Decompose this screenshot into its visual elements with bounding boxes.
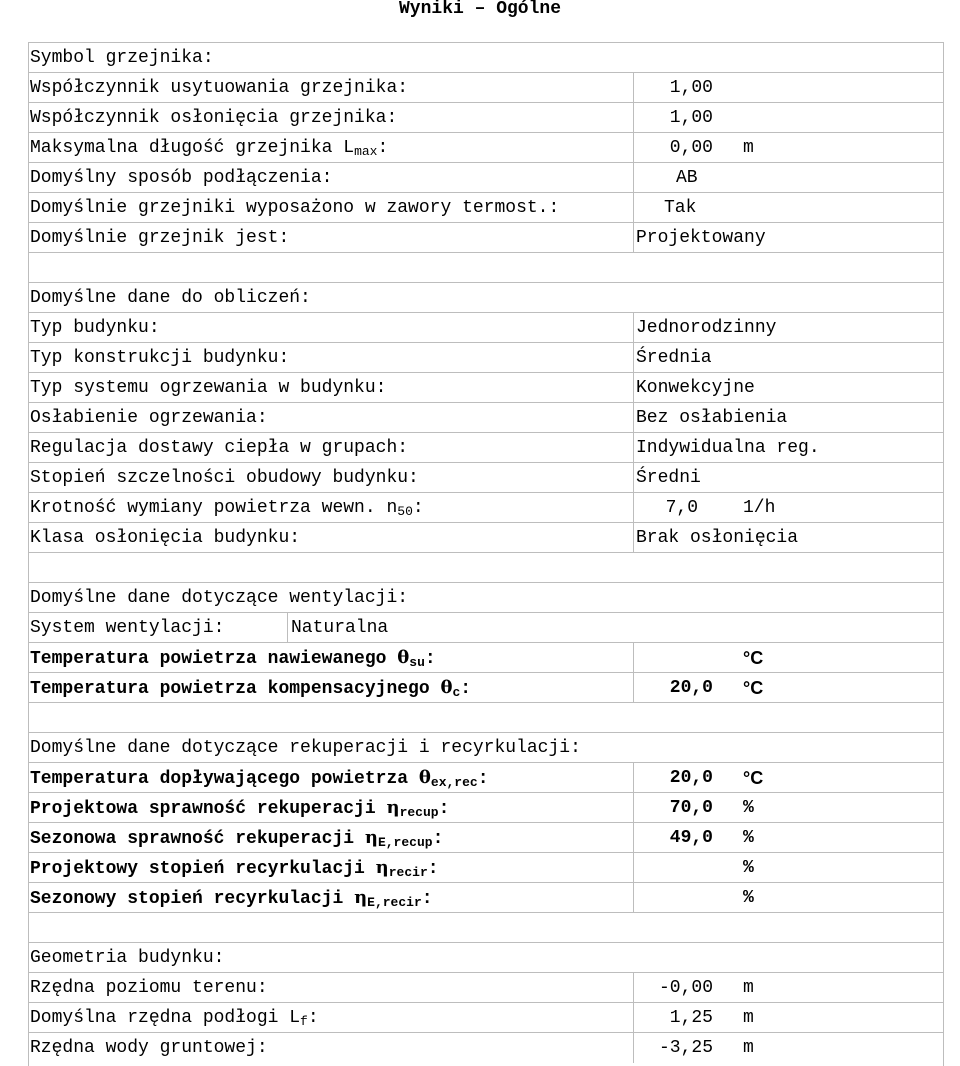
row-wentylacja-header bbox=[28, 582, 943, 612]
row-oslabienie bbox=[28, 402, 943, 432]
unit: 1/h bbox=[743, 498, 776, 518]
row-regulacja bbox=[28, 432, 943, 462]
unit: °C bbox=[743, 768, 764, 788]
label: Typ konstrukcji budynku: bbox=[30, 348, 290, 368]
label: Temperatura dopływającego powietrza $\theta_{ex,rec}$: bbox=[30, 767, 489, 790]
label: Sezonowa sprawność rekuperacji $\eta_{E,recup}$: bbox=[30, 827, 444, 850]
row-nawiew bbox=[28, 642, 943, 672]
divider bbox=[633, 133, 634, 163]
divider bbox=[633, 403, 634, 433]
table-right-border bbox=[943, 42, 944, 1066]
row-system-wentylacji bbox=[28, 612, 943, 642]
section-header: Domyślne dane do obliczeń: bbox=[30, 288, 311, 308]
label: Rzędna poziomu terenu: bbox=[30, 978, 268, 998]
label: Rzędna wody gruntowej: bbox=[30, 1038, 268, 1058]
value: Indywidualna reg. bbox=[636, 438, 820, 458]
value: Konwekcyjne bbox=[636, 378, 755, 398]
row-system-ogrzewania bbox=[28, 372, 943, 402]
label: Regulacja dostawy ciepła w grupach: bbox=[30, 438, 409, 458]
label: Stopień szczelności obudowy budynku: bbox=[30, 468, 419, 488]
divider bbox=[633, 673, 634, 703]
page-title: Wyniki – Ogólne bbox=[398, 0, 562, 19]
value: Bez osłabienia bbox=[636, 408, 788, 428]
row-szczelnosc bbox=[28, 462, 943, 492]
row-krotnosc bbox=[28, 492, 943, 522]
divider bbox=[633, 1033, 634, 1063]
results-table bbox=[28, 42, 943, 1062]
row-proj-sprawnosc bbox=[28, 792, 943, 822]
spacer-row bbox=[28, 702, 943, 732]
value: Średnia bbox=[636, 348, 712, 368]
row-podloga bbox=[28, 1002, 943, 1032]
row-jest bbox=[28, 222, 943, 252]
row-sez-recyrkulacja bbox=[28, 882, 943, 912]
value: Jednorodzinny bbox=[636, 318, 777, 338]
divider bbox=[633, 433, 634, 463]
divider bbox=[633, 973, 634, 1003]
row-kompens bbox=[28, 672, 943, 702]
label: Domyślna rzędna podłogi $L_f$: bbox=[30, 1008, 319, 1029]
value: -3,25 bbox=[658, 1038, 713, 1058]
divider bbox=[633, 853, 634, 883]
label: Domyślny sposób podłączenia: bbox=[30, 168, 333, 188]
label: Domyślnie grzejnik jest: bbox=[30, 228, 290, 248]
row-sez-sprawnosc bbox=[28, 822, 943, 852]
unit: % bbox=[743, 828, 754, 848]
unit: % bbox=[743, 888, 754, 908]
label: System wentylacji: bbox=[30, 618, 225, 638]
divider bbox=[633, 643, 634, 673]
row-zawory bbox=[28, 192, 943, 222]
label: Temperatura powietrza nawiewanego $\theta_{su}$: bbox=[30, 647, 436, 670]
divider bbox=[633, 1003, 634, 1033]
row-woda bbox=[28, 1032, 943, 1062]
divider bbox=[633, 823, 634, 853]
unit: °C bbox=[743, 678, 764, 698]
unit: m bbox=[743, 1008, 754, 1028]
divider bbox=[633, 493, 634, 523]
unit: % bbox=[743, 798, 754, 818]
label: Współczynnik osłonięcia grzejnika: bbox=[30, 108, 398, 128]
label: Klasa osłonięcia budynku: bbox=[30, 528, 301, 548]
value: 1,00 bbox=[669, 108, 713, 128]
divider bbox=[633, 163, 634, 193]
row-usytuowanie bbox=[28, 72, 943, 102]
value: 20,0 bbox=[669, 768, 713, 788]
section-header: Domyślne dane dotyczące rekuperacji i recyrkulacji: bbox=[30, 738, 581, 758]
row-typ-budynku bbox=[28, 312, 943, 342]
divider bbox=[633, 193, 634, 223]
label: Temperatura powietrza kompensacyjnego $\theta_c$: bbox=[30, 677, 472, 700]
label: Symbol grzejnika: bbox=[30, 48, 214, 68]
value: 20,0 bbox=[669, 678, 713, 698]
divider bbox=[633, 523, 634, 553]
row-temp-dop bbox=[28, 762, 943, 792]
row-rekuperacja-header bbox=[28, 732, 943, 762]
unit: m bbox=[743, 138, 754, 158]
label: Współczynnik usytuowania grzejnika: bbox=[30, 78, 409, 98]
unit: m bbox=[743, 1038, 754, 1058]
row-klasa bbox=[28, 522, 943, 552]
unit: % bbox=[743, 858, 754, 878]
table-left-border bbox=[28, 42, 29, 1066]
label: Projektowy stopień recyrkulacji $\eta_{recir}$: bbox=[30, 857, 439, 880]
divider bbox=[633, 313, 634, 343]
divider bbox=[633, 103, 634, 133]
unit: °C bbox=[743, 648, 764, 668]
value: 7,0 bbox=[665, 498, 698, 518]
row-oslonieciе bbox=[28, 102, 943, 132]
section-header: Geometria budynku: bbox=[30, 948, 225, 968]
value: Tak bbox=[664, 198, 697, 218]
divider bbox=[633, 223, 634, 253]
divider bbox=[287, 613, 288, 643]
label: Krotność wymiany powietrza wewn. $n_{50}$: bbox=[30, 498, 424, 519]
value: -0,00 bbox=[658, 978, 713, 998]
divider bbox=[633, 373, 634, 403]
row-lmax bbox=[28, 132, 943, 162]
value: 0,00 bbox=[669, 138, 713, 158]
row-symbol bbox=[28, 42, 943, 72]
divider bbox=[633, 763, 634, 793]
spacer-row bbox=[28, 912, 943, 942]
row-podlaczenie bbox=[28, 162, 943, 192]
value: 1,25 bbox=[669, 1008, 713, 1028]
divider bbox=[633, 463, 634, 493]
label: Typ systemu ogrzewania w budynku: bbox=[30, 378, 387, 398]
label: Domyślnie grzejniki wyposażono w zawory termost.: bbox=[30, 198, 560, 218]
row-konstrukcja bbox=[28, 342, 943, 372]
label: Projektowa sprawność rekuperacji $\eta_{recup}$: bbox=[30, 797, 450, 820]
label: Maksymalna długość grzejnika $L_{max}$: bbox=[30, 138, 389, 159]
label: Typ budynku: bbox=[30, 318, 160, 338]
label: Osłabienie ogrzewania: bbox=[30, 408, 268, 428]
row-teren bbox=[28, 972, 943, 1002]
unit: m bbox=[743, 978, 754, 998]
divider bbox=[633, 343, 634, 373]
divider bbox=[633, 793, 634, 823]
divider bbox=[633, 883, 634, 913]
row-proj-recyrkulacja bbox=[28, 852, 943, 882]
row-geometria-header bbox=[28, 942, 943, 972]
spacer-row bbox=[28, 252, 943, 282]
value: Naturalna bbox=[291, 618, 389, 638]
value: Projektowany bbox=[636, 228, 766, 248]
section-header: Domyślne dane dotyczące wentylacji: bbox=[30, 588, 409, 608]
value: 49,0 bbox=[669, 828, 713, 848]
value: 1,00 bbox=[669, 78, 713, 98]
label: Sezonowy stopień recyrkulacji $\eta_{E,recir}$: bbox=[30, 887, 433, 910]
row-obliczenia-header bbox=[28, 282, 943, 312]
value: 70,0 bbox=[669, 798, 713, 818]
value: Średni bbox=[636, 468, 701, 488]
divider bbox=[633, 73, 634, 103]
spacer-row bbox=[28, 552, 943, 582]
value: AB bbox=[676, 168, 698, 188]
value: Brak osłonięcia bbox=[636, 528, 799, 548]
